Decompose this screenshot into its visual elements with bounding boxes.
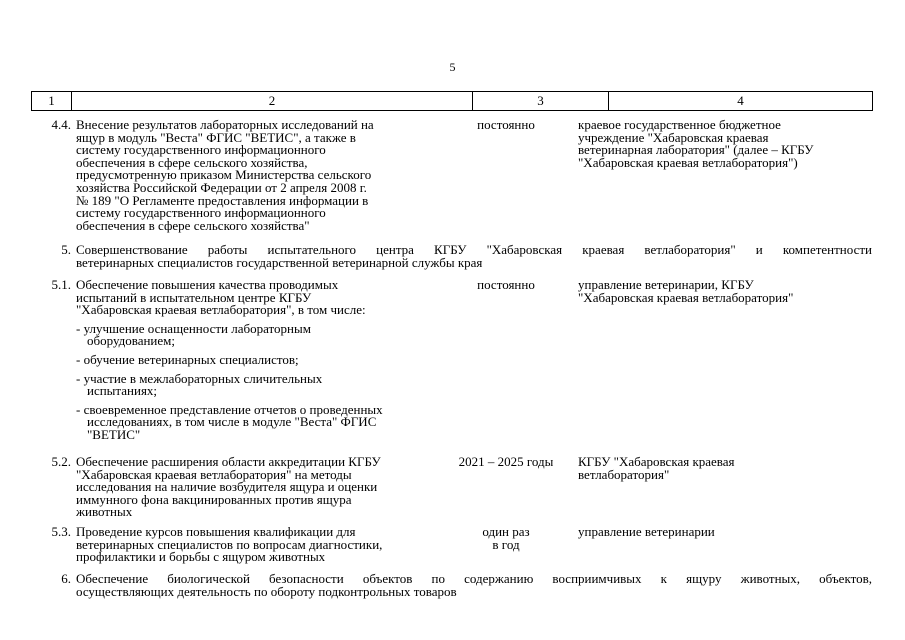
text-line: оборудованием; [87, 333, 175, 349]
row-term: постоянно [477, 277, 535, 292]
list-item [76, 320, 431, 349]
row-description [76, 279, 431, 442]
text-line: КГБУ "Хабаровская краевая [578, 454, 735, 469]
row-description [76, 119, 431, 232]
row-number: 5.1. [51, 277, 71, 292]
row-number: 5.2. [51, 454, 71, 469]
table-row [31, 244, 872, 279]
header-row [32, 92, 873, 111]
header-table [31, 91, 873, 111]
row-number: 5.3. [51, 524, 71, 539]
text-line: обеспечения в сфере сельского хозяйства" [76, 217, 310, 233]
text-line: управление ветеринарии [578, 524, 715, 539]
text-line: систему государственного информационного [76, 142, 326, 158]
row-description [76, 456, 431, 519]
table-row [31, 279, 872, 456]
text-line: краевое государственное бюджетное [578, 117, 781, 132]
header-col-3: 3 [473, 92, 609, 111]
text-line: один раз [482, 524, 530, 539]
table-row [31, 119, 872, 244]
text-line: ветеринарных специалистов по вопросам диагностики, [76, 536, 383, 552]
text-line: управление ветеринарии, КГБУ [578, 277, 754, 292]
text-line: - своевременное представление отчетов о проведенных [76, 401, 383, 417]
row-number: 4.4. [51, 117, 71, 132]
row-section-title [76, 244, 872, 269]
table-row [31, 456, 872, 526]
row-executor [578, 119, 878, 169]
text-line: "ВЕТИС" [87, 426, 141, 442]
list-item [76, 370, 431, 399]
text-line: животных [76, 504, 133, 520]
table-row [31, 573, 872, 603]
header-col-4: 4 [609, 92, 873, 111]
text-line: - обучение ветеринарных специалистов; [76, 351, 299, 367]
header-col-1: 1 [32, 92, 72, 111]
text-line: обеспечения в сфере сельского хозяйства, [76, 154, 308, 170]
table-body [31, 119, 872, 603]
row-term [441, 526, 571, 551]
text-line: хозяйства Российской Федерации от 2 апреля 2008 г. [76, 179, 367, 195]
list-item [76, 351, 431, 367]
row-executor [578, 279, 878, 304]
row-number: 6. [61, 571, 71, 586]
header-col-2: 2 [72, 92, 473, 111]
row-term: постоянно [477, 117, 535, 132]
text-line: "Хабаровская краевая ветлаборатория", в том числе: [76, 302, 366, 318]
text-line: испытаниях; [87, 383, 158, 399]
text-line: № 189 "О Регламенте предоставления информации в [76, 192, 369, 208]
text-line: учреждение "Хабаровская краевая [578, 129, 769, 145]
page-number: 5 [449, 60, 456, 74]
text-line: Обеспечение биологической безопасности объектов по содержанию восприимчивых к ящуру животных, объектов, [76, 571, 872, 586]
row-executor [578, 456, 878, 481]
row-executor [578, 526, 878, 539]
text-line: Совершенствование работы испытательного центра КГБУ "Хабаровская краевая ветлаборатория" и компетентности [76, 242, 872, 257]
text-line: исследованиях, в том числе в модуле "Веста" ФГИС [87, 414, 377, 430]
text-line: Проведение курсов повышения квалификации для [76, 524, 356, 539]
text-line: иммунного фона вакцинированных против ящура [76, 491, 352, 507]
text-line: осуществляющих деятельность по обороту подконтрольных товаров [76, 583, 457, 599]
row-section-title [76, 573, 872, 598]
text-line: "Хабаровская краевая ветлаборатория") [578, 154, 798, 170]
text-line: - участие в межлабораторных сличительных [76, 370, 323, 386]
text-line: "Хабаровская краевая ветлаборатория" на методы [76, 466, 352, 482]
text-line: Внесение результатов лабораторных исследований на [76, 117, 374, 132]
text-line: Обеспечение расширения области аккредитации КГБУ [76, 454, 381, 469]
text-line: ветеринарная лаборатория" (далее – КГБУ [578, 142, 814, 158]
row-description [76, 526, 431, 564]
table-row [31, 526, 872, 573]
text-line: исследования на наличие возбудителя ящура и оценки [76, 479, 378, 495]
text-line: "Хабаровская краевая ветлаборатория" [578, 289, 794, 305]
row-number: 5. [61, 242, 71, 257]
text-line: - улучшение оснащенности лабораторным [76, 320, 311, 336]
text-line: ящур в модуль "Веста" ФГИС "ВЕТИС", а также в [76, 129, 356, 145]
text-line: испытаний в испытательном центре КГБУ [76, 289, 312, 305]
text-line: профилактики и борьбы с ящуром животных [76, 549, 326, 565]
text-line: систему государственного информационного [76, 205, 326, 221]
text-line: Обеспечение повышения качества проводимых [76, 277, 339, 292]
text-line: ветеринарных специалистов государственной ветеринарной службы края [76, 254, 483, 270]
text-line: ветлаборатория" [578, 466, 670, 482]
row-term: 2021 – 2025 годы [458, 454, 554, 469]
list-item [76, 401, 431, 442]
text-line: в год [492, 536, 520, 552]
text-line: предусмотренную приказом Министерства сельского [76, 167, 372, 183]
